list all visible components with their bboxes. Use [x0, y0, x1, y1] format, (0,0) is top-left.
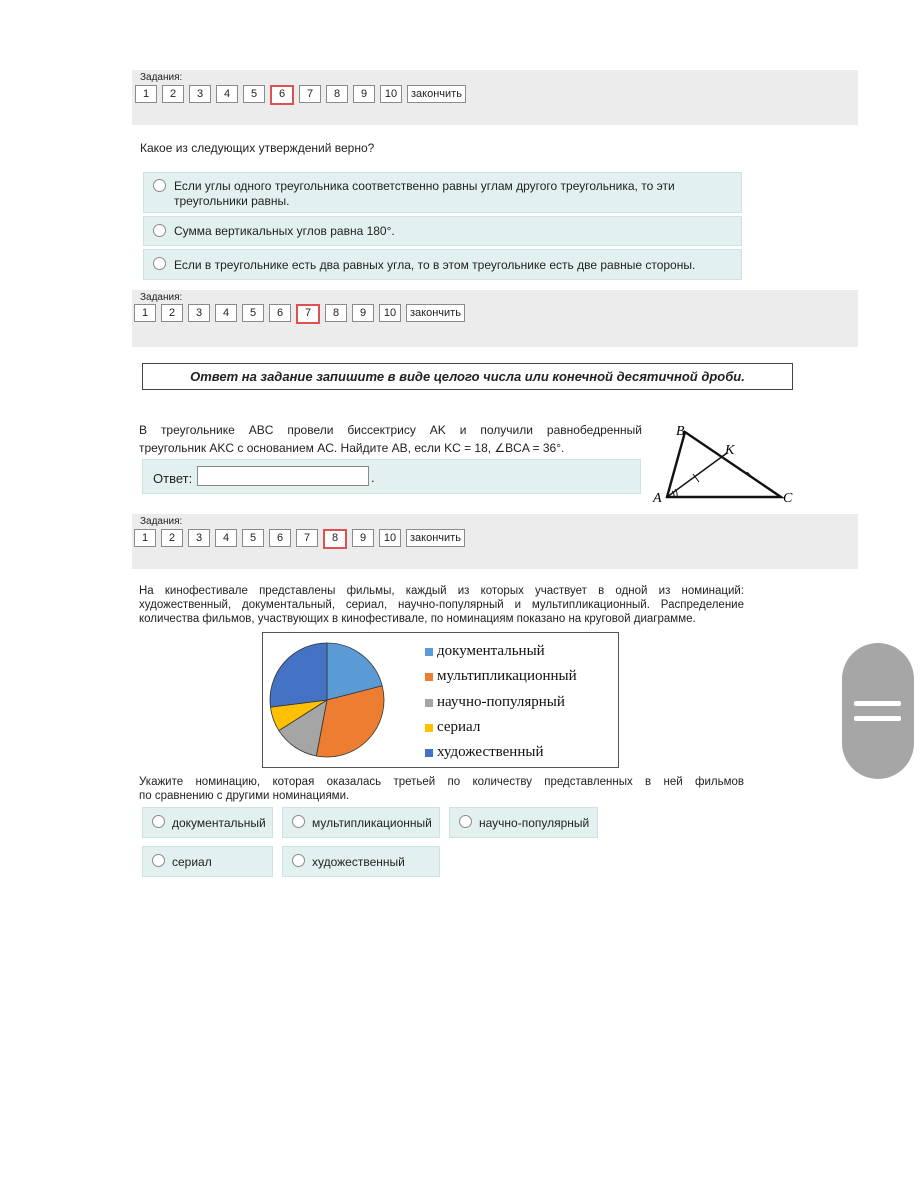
- q6-option-3-text: Если в треугольнике есть два равных угла, то в этом треугольнике есть две равные стороны.: [174, 258, 696, 272]
- nav-task-10[interactable]: 10: [380, 85, 402, 103]
- q8-option-5-text: художественный: [312, 855, 405, 869]
- legend-label-2: мультипликационный: [437, 668, 577, 684]
- q8-option-series[interactable]: [142, 846, 273, 877]
- answer-panel: [142, 459, 641, 494]
- q8-text-line-1: На кинофестивале представлены фильмы, каждый из которых участвует в одной из номинаций:: [139, 585, 744, 597]
- q8-question-line-2: по сравнению с другими номинациями.: [139, 790, 350, 802]
- pie-slice-5: [270, 643, 327, 707]
- nav-task-2[interactable]: 2: [161, 304, 183, 322]
- nav-task-5[interactable]: 5: [242, 304, 264, 322]
- label-B: B: [676, 424, 685, 439]
- q8-option-feature[interactable]: [282, 846, 440, 877]
- q8-text-line-3: количества фильмов, участвующих в кинофестивале, по номинациям показано на круговой диаграмме.: [139, 613, 696, 625]
- label-A: A: [653, 491, 662, 506]
- q8-option-1-text: документальный: [172, 816, 266, 830]
- legend-swatch-3: [425, 699, 433, 707]
- nav-task-5[interactable]: 5: [242, 529, 264, 547]
- nav-task-9[interactable]: 9: [352, 304, 374, 322]
- nav-task-3[interactable]: 3: [189, 85, 211, 103]
- legend-swatch-5: [425, 749, 433, 757]
- nav-task-2[interactable]: 2: [161, 529, 183, 547]
- nav-task-4[interactable]: 4: [216, 85, 238, 103]
- q8-option-popular-science[interactable]: [449, 807, 598, 838]
- nav-task-8[interactable]: 8: [325, 304, 347, 322]
- radio-button[interactable]: [153, 257, 166, 270]
- nav-task-3[interactable]: 3: [188, 304, 210, 322]
- q8-option-3-text: научно-популярный: [479, 816, 590, 830]
- legend-label-5: художественный: [437, 744, 544, 760]
- q6-option-1[interactable]: [143, 172, 742, 213]
- answer-label: Ответ:: [153, 471, 193, 486]
- finish-button[interactable]: закончить: [406, 304, 465, 322]
- q8-option-animated[interactable]: [282, 807, 440, 838]
- nav-task-6-current[interactable]: 6: [270, 85, 294, 105]
- q6-option-3[interactable]: [143, 249, 742, 280]
- radio-button[interactable]: [152, 854, 165, 867]
- q7-text-line-2: треугольник AKC с основанием AC. Найдите AB, если KC = 18, ∠BCA = 36°.: [139, 441, 565, 455]
- nav-task-1[interactable]: 1: [134, 304, 156, 322]
- nav-task-6[interactable]: 6: [269, 529, 291, 547]
- task-nav-7: [132, 290, 858, 347]
- nav-label: Задания:: [140, 516, 183, 527]
- q6-option-2[interactable]: [143, 216, 742, 246]
- q8-text-line-2: художественный, документальный, сериал, научно-популярный и мультипликационный. Распределение: [139, 599, 744, 611]
- legend-label-1: документальный: [437, 643, 545, 659]
- nav-task-7[interactable]: 7: [296, 529, 318, 547]
- legend-swatch-2: [425, 673, 433, 681]
- radio-button[interactable]: [152, 815, 165, 828]
- task-nav-6: [132, 70, 858, 125]
- triangle-figure: [650, 418, 800, 508]
- nav-task-2[interactable]: 2: [162, 85, 184, 103]
- nav-task-7[interactable]: 7: [299, 85, 321, 103]
- pie-chart: [265, 635, 395, 765]
- label-K: K: [725, 443, 735, 458]
- nav-task-4[interactable]: 4: [215, 304, 237, 322]
- task-nav-8: [132, 514, 858, 569]
- nav-task-8-current[interactable]: 8: [323, 529, 347, 549]
- q8-option-4-text: сериал: [172, 855, 212, 869]
- nav-task-1[interactable]: 1: [134, 529, 156, 547]
- side-drawer-handle[interactable]: [842, 643, 914, 779]
- menu-line: [854, 716, 901, 721]
- nav-buttons: [134, 529, 470, 549]
- legend-swatch-4: [425, 724, 433, 732]
- nav-task-1[interactable]: 1: [135, 85, 157, 103]
- label-C: C: [783, 491, 793, 506]
- q8-option-2-text: мультипликационный: [312, 816, 432, 830]
- legend-label-4: сериал: [437, 719, 481, 735]
- nav-task-6[interactable]: 6: [269, 304, 291, 322]
- q6-option-2-text: Сумма вертикальных углов равна 180°.: [174, 224, 395, 238]
- nav-task-8[interactable]: 8: [326, 85, 348, 103]
- nav-task-10[interactable]: 10: [379, 304, 401, 322]
- nav-buttons: [134, 304, 470, 324]
- radio-button[interactable]: [292, 815, 305, 828]
- finish-button[interactable]: закончить: [406, 529, 465, 547]
- q8-option-documentary[interactable]: [142, 807, 273, 838]
- answer-dot: .: [371, 470, 375, 485]
- legend-swatch-1: [425, 648, 433, 656]
- q7-text-line-1: В треугольнике ABC провели биссектрису AK и получили равнобедренный: [139, 423, 642, 437]
- radio-button[interactable]: [153, 224, 166, 237]
- nav-task-10[interactable]: 10: [379, 529, 401, 547]
- nav-task-4[interactable]: 4: [215, 529, 237, 547]
- nav-task-9[interactable]: 9: [353, 85, 375, 103]
- q6-question: Какое из следующих утверждений верно?: [140, 141, 375, 155]
- nav-task-7-current[interactable]: 7: [296, 304, 320, 324]
- nav-task-3[interactable]: 3: [188, 529, 210, 547]
- radio-button[interactable]: [292, 854, 305, 867]
- legend-label-3: научно-популярный: [437, 694, 565, 710]
- answer-input[interactable]: [197, 466, 369, 486]
- nav-label: Задания:: [140, 292, 183, 303]
- menu-line: [854, 701, 901, 706]
- q8-question-line-1: Укажите номинацию, которая оказалась третьей по количеству представленных в ней фильмов: [139, 776, 744, 788]
- nav-buttons: [135, 85, 471, 105]
- radio-button[interactable]: [459, 815, 472, 828]
- pie-chart-frame: [262, 632, 619, 768]
- nav-task-5[interactable]: 5: [243, 85, 265, 103]
- finish-button[interactable]: закончить: [407, 85, 466, 103]
- q6-option-1-text: Если углы одного треугольника соответственно равны углам другого треугольника, то эти треугольники равны.: [174, 179, 675, 208]
- radio-button[interactable]: [153, 179, 166, 192]
- nav-label: Задания:: [140, 72, 183, 83]
- answer-format-hint: Ответ на задание запишите в виде целого числа или конечной десятичной дроби.: [142, 363, 793, 390]
- nav-task-9[interactable]: 9: [352, 529, 374, 547]
